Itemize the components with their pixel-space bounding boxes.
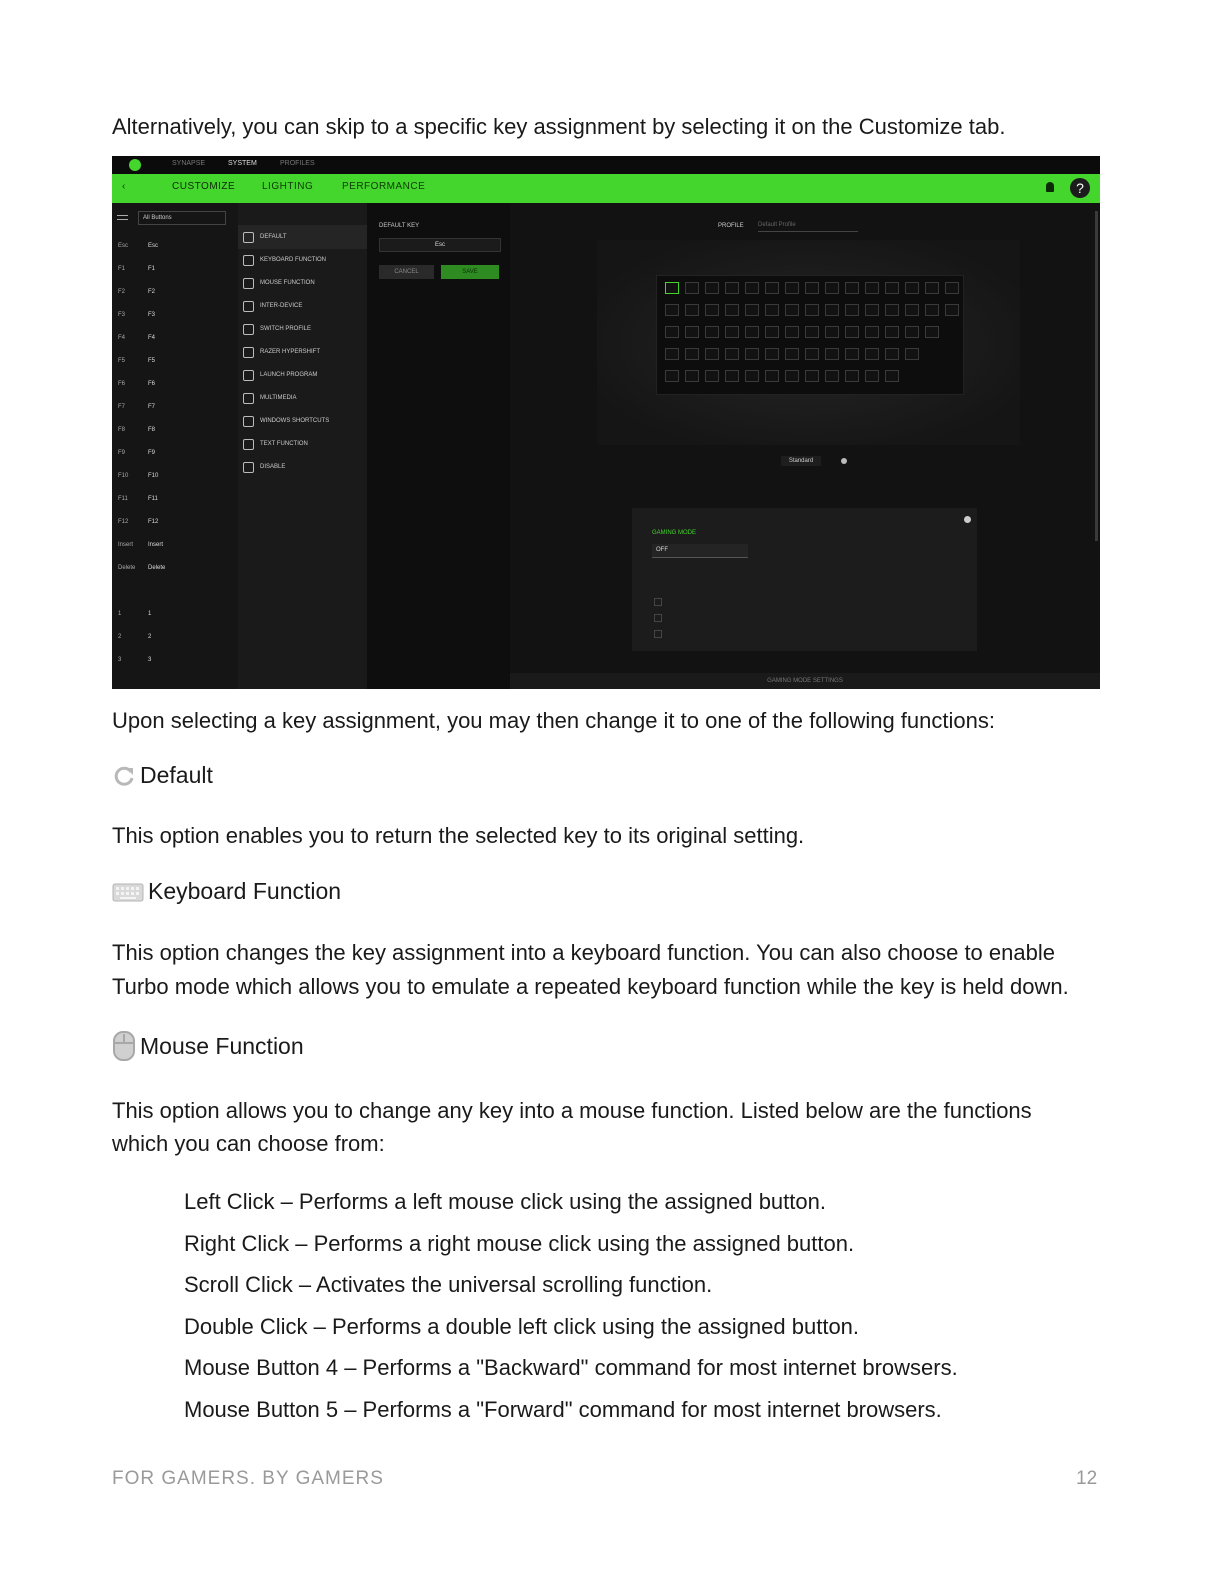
- keyboard-key[interactable]: [685, 304, 699, 316]
- notification-icon[interactable]: [1046, 182, 1054, 192]
- keyboard-key[interactable]: [745, 370, 759, 382]
- function-menu-panel: [238, 203, 367, 689]
- key-name: F12: [118, 519, 129, 525]
- keyboard-key[interactable]: [665, 304, 679, 316]
- section-title-default: [112, 762, 213, 789]
- default-key-label: DEFAULT KEY: [379, 223, 420, 229]
- menu-item-label: LAUNCH PROGRAM: [260, 372, 318, 378]
- key-list-row[interactable]: [112, 281, 238, 303]
- list-item: Mouse Button 5 – Performs a "Forward" command for most internet browsers.: [184, 1397, 942, 1422]
- menu-item-icon: [243, 393, 254, 404]
- menu-item-icon: [243, 301, 254, 312]
- menu-item-label: DEFAULT: [260, 234, 287, 240]
- key-name: Delete: [118, 565, 136, 571]
- keyboard-key[interactable]: [885, 370, 899, 382]
- menu-item-icon: [243, 416, 254, 427]
- filter-dropdown[interactable]: All Buttons: [138, 211, 226, 225]
- key-list-row[interactable]: [112, 488, 238, 510]
- help-icon[interactable]: ?: [1070, 178, 1090, 198]
- keyboard-key[interactable]: [685, 348, 699, 360]
- profile-label: PROFILE: [718, 223, 744, 229]
- keyboard-key[interactable]: [765, 370, 779, 382]
- list-item: Left Click – Performs a left mouse click using the assigned button.: [184, 1189, 826, 1214]
- key-list-row[interactable]: [112, 511, 238, 533]
- menu-item-disable[interactable]: [243, 456, 368, 478]
- menu-item-mouse-function[interactable]: [243, 272, 368, 294]
- key-name: F11: [118, 496, 128, 502]
- razer-logo-icon: [129, 159, 141, 171]
- key-name: 1: [118, 611, 122, 617]
- key-name: F9: [118, 450, 126, 456]
- keyboard-key[interactable]: [905, 282, 919, 294]
- menu-item-icon: [243, 278, 254, 289]
- section-title-keyboard: [112, 878, 341, 905]
- key-list-row[interactable]: [112, 235, 238, 257]
- menu-item-default[interactable]: [243, 226, 368, 248]
- keyboard-key[interactable]: [825, 326, 839, 338]
- close-icon[interactable]: [964, 516, 971, 523]
- keyboard-key[interactable]: [705, 326, 719, 338]
- key-list-row[interactable]: [112, 304, 238, 326]
- list-item: Double Click – Performs a double left click using the assigned button.: [184, 1314, 860, 1339]
- keyboard-key[interactable]: [945, 304, 959, 316]
- key-assignment: Delete: [148, 565, 166, 571]
- list-item: Mouse Button 4 – Performs a "Backward" command for most internet browsers.: [184, 1355, 958, 1380]
- keyboard-key[interactable]: [885, 326, 899, 338]
- keyboard-image: [656, 275, 964, 395]
- keyboard-key[interactable]: [665, 348, 679, 360]
- key-name: F3: [118, 312, 126, 318]
- list-item: Scroll Click – Activates the universal scrolling function.: [184, 1272, 713, 1297]
- menu-item-windows-shortcuts[interactable]: [243, 410, 368, 432]
- keyboard-key[interactable]: [825, 348, 839, 360]
- menu-item-icon: [243, 255, 254, 266]
- menu-item-label: MOUSE FUNCTION: [260, 280, 315, 286]
- key-list-row[interactable]: [112, 350, 238, 372]
- default-key-panel: [367, 203, 510, 689]
- menu-item-icon: [243, 232, 254, 243]
- menu-item-label: SWITCH PROFILE: [260, 326, 312, 332]
- keyboard-key[interactable]: [705, 370, 719, 382]
- menu-item-keyboard-function[interactable]: [243, 249, 368, 271]
- section-text-mouse-line1: This option allows you to change any key into a mouse function. Listed below are the functions: [112, 1098, 1032, 1123]
- key-assignment: F7: [148, 404, 156, 410]
- keyboard-key[interactable]: [805, 304, 819, 316]
- key-assignment: Insert: [148, 542, 164, 548]
- key-assignment: F8: [148, 427, 156, 433]
- keyboard-key[interactable]: [785, 370, 799, 382]
- save-button[interactable]: SAVE: [441, 265, 499, 279]
- menu-item-multimedia[interactable]: [243, 387, 368, 409]
- keyboard-key[interactable]: [865, 282, 879, 294]
- keyboard-key[interactable]: [685, 370, 699, 382]
- tab-customize[interactable]: CUSTOMIZE: [172, 181, 236, 192]
- section-title-text: Default: [140, 762, 213, 788]
- key-list-row[interactable]: [112, 258, 238, 280]
- key-list-row[interactable]: [112, 327, 238, 349]
- keyboard-key[interactable]: [905, 326, 919, 338]
- keyboard-key[interactable]: [665, 326, 679, 338]
- key-assignment: F3: [148, 312, 156, 318]
- key-assignment: Esc: [148, 243, 159, 249]
- keyboard-key[interactable]: [845, 326, 859, 338]
- default-key-field[interactable]: Esc: [379, 238, 501, 252]
- key-list-row[interactable]: [112, 649, 238, 671]
- key-assignment: F2: [148, 289, 156, 295]
- menu-item-icon: [243, 347, 254, 358]
- mouse-icon: [112, 1030, 136, 1062]
- paragraph-functions: Upon selecting a key assignment, you may then change it to one of the following functions:: [112, 708, 995, 733]
- keyboard-key[interactable]: [865, 348, 879, 360]
- menu-item-label: DISABLE: [260, 464, 286, 470]
- keyboard-key[interactable]: [825, 370, 839, 382]
- keyboard-key[interactable]: [885, 348, 899, 360]
- key-assignment: F1: [148, 266, 156, 272]
- key-assignment: F9: [148, 450, 156, 456]
- key-list-row[interactable]: [112, 626, 238, 648]
- menu-item-label: RAZER HYPERSHIFT: [260, 349, 321, 355]
- key-assignment: F4: [148, 335, 156, 341]
- keyboard-key[interactable]: [725, 370, 739, 382]
- key-assignment: 1: [148, 611, 152, 617]
- top-tab-profiles[interactable]: PROFILES: [280, 160, 315, 167]
- cancel-button[interactable]: CANCEL: [379, 265, 434, 279]
- menu-item-label: WINDOWS SHORTCUTS: [260, 418, 330, 424]
- keyboard-key[interactable]: [845, 282, 859, 294]
- key-name: F10: [118, 473, 129, 479]
- keyboard-key[interactable]: [925, 304, 939, 316]
- keyboard-key[interactable]: [785, 348, 799, 360]
- keyboard-key[interactable]: [725, 282, 739, 294]
- key-list-row[interactable]: [112, 603, 238, 625]
- keyboard-key[interactable]: [765, 304, 779, 316]
- tab-performance[interactable]: PERFORMANCE: [342, 181, 426, 192]
- tab-lighting[interactable]: LIGHTING: [262, 181, 314, 192]
- keyboard-key[interactable]: [905, 304, 919, 316]
- key-name: F7: [118, 404, 126, 410]
- key-list-row[interactable]: [112, 396, 238, 418]
- list-item: Right Click – Performs a right mouse click using the assigned button.: [184, 1231, 855, 1256]
- keyboard-key[interactable]: [785, 304, 799, 316]
- keyboard-key[interactable]: [725, 348, 739, 360]
- keyboard-key[interactable]: [805, 282, 819, 294]
- top-tab-synapse[interactable]: SYNAPSE: [172, 160, 206, 167]
- gaming-mode-option[interactable]: [654, 630, 662, 638]
- keyboard-key[interactable]: [665, 370, 679, 382]
- keyboard-key[interactable]: [785, 282, 799, 294]
- menu-item-label: INTER-DEVICE: [260, 303, 303, 309]
- keyboard-key[interactable]: [885, 304, 899, 316]
- keyboard-key[interactable]: [945, 282, 959, 294]
- section-title-text: Keyboard Function: [148, 878, 342, 904]
- keyboard-key[interactable]: [825, 304, 839, 316]
- keyboard-key[interactable]: [845, 348, 859, 360]
- menu-item-razer-hypershift[interactable]: [243, 341, 368, 363]
- key-name: F6: [118, 381, 126, 387]
- key-list-row[interactable]: [112, 534, 238, 556]
- keyboard-key[interactable]: [885, 282, 899, 294]
- key-assignment: F11: [148, 496, 158, 502]
- keyboard-icon: [112, 881, 144, 903]
- bottom-bar[interactable]: GAMING MODE SETTINGS: [510, 673, 1100, 689]
- intro-text: Alternatively, you can skip to a specific key assignment by selecting it on the Customize tab.: [112, 114, 1006, 139]
- key-assignment: F12: [148, 519, 159, 525]
- keyboard-key[interactable]: [765, 282, 779, 294]
- key-name: F8: [118, 427, 126, 433]
- key-name: Esc: [118, 243, 129, 249]
- key-list-row[interactable]: [112, 580, 238, 602]
- keyboard-key[interactable]: [705, 282, 719, 294]
- info-icon[interactable]: [841, 458, 847, 464]
- key-name: F1: [118, 266, 126, 272]
- key-name: F2: [118, 289, 126, 295]
- standard-toggle[interactable]: Standard: [781, 456, 821, 466]
- key-list-row[interactable]: [112, 465, 238, 487]
- section-text-keyboard-line2: Turbo mode which allows you to emulate a repeated keyboard function while the key is held down.: [112, 974, 1069, 999]
- synapse-tab-bar: [112, 174, 1100, 203]
- keyboard-key[interactable]: [785, 326, 799, 338]
- menu-item-icon: [243, 324, 254, 335]
- key-list-row[interactable]: [112, 419, 238, 441]
- gaming-mode-option[interactable]: [654, 614, 662, 622]
- key-name: 2: [118, 634, 122, 640]
- scrollbar[interactable]: [1095, 211, 1098, 541]
- keyboard-key[interactable]: [685, 282, 699, 294]
- footer-tagline: FOR GAMERS. BY GAMERS: [112, 1468, 384, 1489]
- keyboard-key[interactable]: [825, 282, 839, 294]
- keyboard-key[interactable]: [705, 348, 719, 360]
- keyboard-key[interactable]: [665, 282, 679, 294]
- profile-dropdown[interactable]: Default Profile: [758, 219, 858, 232]
- key-name: Insert: [118, 542, 134, 548]
- synapse-screenshot: [112, 156, 1100, 689]
- key-assignment: 2: [148, 634, 152, 640]
- key-assignment: F10: [148, 473, 159, 479]
- keyboard-key[interactable]: [865, 370, 879, 382]
- keyboard-key[interactable]: [705, 304, 719, 316]
- gaming-mode-title: GAMING MODE: [652, 530, 697, 536]
- keyboard-key[interactable]: [745, 304, 759, 316]
- keyboard-key[interactable]: [765, 326, 779, 338]
- menu-item-icon: [243, 462, 254, 473]
- section-title-mouse: [112, 1030, 304, 1062]
- key-list-panel: [112, 203, 238, 689]
- keyboard-key[interactable]: [845, 370, 859, 382]
- back-icon[interactable]: ‹: [122, 181, 126, 192]
- menu-item-icon: [243, 439, 254, 450]
- gaming-mode-option[interactable]: [654, 598, 662, 606]
- section-text-default: This option enables you to return the selected key to its original setting.: [112, 823, 805, 848]
- key-name: 3: [118, 657, 122, 663]
- keyboard-key[interactable]: [765, 348, 779, 360]
- page-number: 12: [1076, 1468, 1098, 1489]
- keyboard-key[interactable]: [745, 282, 759, 294]
- section-title-text: Mouse Function: [140, 1032, 304, 1059]
- key-assignment: F6: [148, 381, 156, 387]
- refresh-icon: [112, 764, 136, 788]
- keyboard-key[interactable]: [925, 326, 939, 338]
- synapse-top-bar: [112, 156, 1100, 174]
- menu-item-label: TEXT FUNCTION: [260, 441, 308, 447]
- keyboard-key[interactable]: [905, 348, 919, 360]
- gaming-mode-select[interactable]: OFF: [652, 544, 748, 558]
- menu-item-text-function[interactable]: [243, 433, 368, 455]
- keyboard-key[interactable]: [925, 282, 939, 294]
- key-name: F4: [118, 335, 126, 341]
- keyboard-key[interactable]: [745, 348, 759, 360]
- key-assignment: 3: [148, 657, 152, 663]
- gaming-mode-card: [632, 508, 977, 651]
- menu-item-label: MULTIMEDIA: [260, 395, 297, 401]
- key-list-row[interactable]: [112, 557, 238, 579]
- keyboard-key[interactable]: [725, 326, 739, 338]
- menu-item-inter-device[interactable]: [243, 295, 368, 317]
- keyboard-key[interactable]: [805, 348, 819, 360]
- menu-item-icon: [243, 370, 254, 381]
- section-text-mouse-line2: which you can choose from:: [112, 1131, 385, 1156]
- keyboard-key[interactable]: [865, 304, 879, 316]
- key-assignment: F5: [148, 358, 156, 364]
- key-name: F5: [118, 358, 126, 364]
- menu-item-label: KEYBOARD FUNCTION: [260, 257, 327, 263]
- menu-item-switch-profile[interactable]: [243, 318, 368, 340]
- keyboard-key[interactable]: [685, 326, 699, 338]
- keyboard-key[interactable]: [725, 304, 739, 316]
- top-tab-system[interactable]: SYSTEM: [228, 160, 257, 167]
- menu-item-launch-program[interactable]: [243, 364, 368, 386]
- keyboard-key[interactable]: [805, 326, 819, 338]
- keyboard-key[interactable]: [865, 326, 879, 338]
- keyboard-key[interactable]: [845, 304, 859, 316]
- section-text-keyboard-line1: This option changes the key assignment into a keyboard function. You can also choose to enable: [112, 940, 1055, 965]
- keyboard-key[interactable]: [805, 370, 819, 382]
- key-list-row[interactable]: [112, 373, 238, 395]
- key-list-row[interactable]: [112, 442, 238, 464]
- menu-icon[interactable]: [117, 215, 128, 220]
- keyboard-key[interactable]: [745, 326, 759, 338]
